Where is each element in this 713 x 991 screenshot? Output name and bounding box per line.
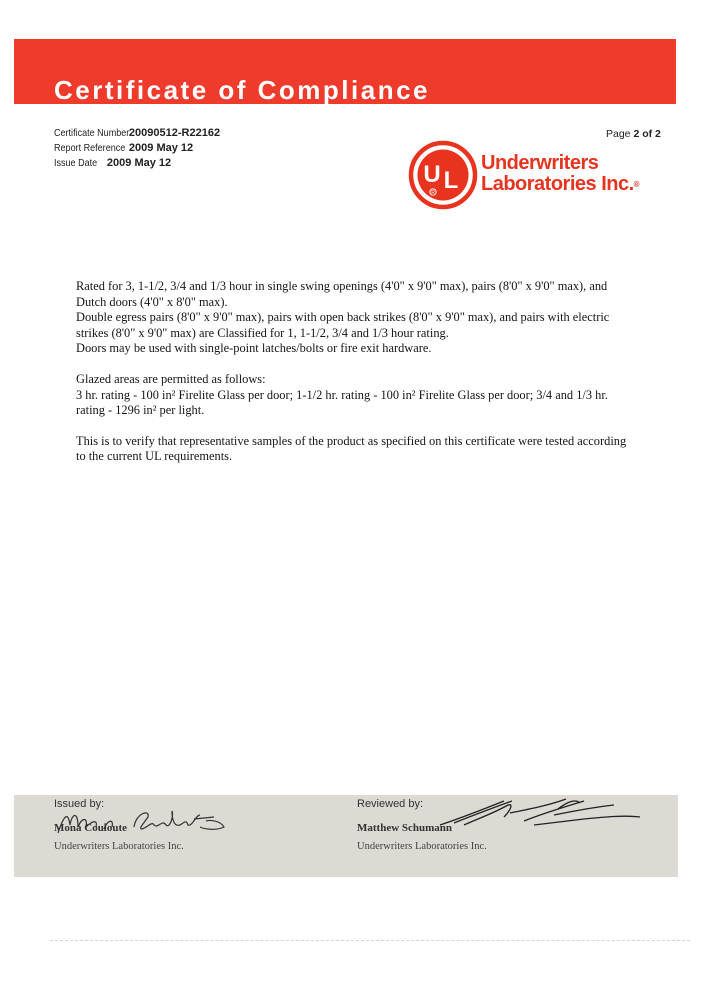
- report-reference-value: 2009 May 12: [128, 142, 194, 154]
- body-line: Double egress pairs (8'0" x 9'0" max), pairs with open back strikes (8'0" x 9'0" max), and pairs with electric strikes (8'0" x 9'0" max) are Classified for 1, 1-1/2, 3/4 and 1/3 hour rating.: [76, 310, 610, 340]
- issued-by-org: Underwriters Laboratories Inc.: [54, 841, 184, 852]
- signature-footer: [14, 795, 678, 877]
- registered-mark: ®: [633, 180, 640, 190]
- report-reference-row: [54, 141, 220, 156]
- logo-line2: Laboratories Inc.: [481, 173, 634, 195]
- reviewed-by-label: Reviewed by:: [357, 798, 424, 810]
- verification-statement: This is to verify that representative samples of the product as specified on this certificate were tested according to the current UL requirements.: [76, 433, 627, 464]
- certificate-body: [76, 279, 636, 465]
- body-line: 3 hr. rating - 100 in² Firelite Glass per door; 1-1/2 hr. rating - 100 in² Firelite Glass per door; 3/4 and 1/3 hr. rating - 1296 in² per light.: [76, 387, 608, 418]
- issue-date-label: Issue Date: [54, 157, 98, 169]
- ul-logo-wordmark: [481, 153, 639, 195]
- page-bottom-rule: [50, 940, 690, 942]
- reviewed-signature: [434, 795, 644, 833]
- issue-date-row: [54, 156, 220, 171]
- body-line: Rated for 3, 1-1/2, 3/4 and 1/3 hour in single swing openings (4'0" x 9'0" max), pairs (8'0" x 9'0" max), and Dutch doors (4'0" x 8'0" max).: [76, 279, 608, 309]
- certificate-number-row: [54, 126, 220, 141]
- page-value: 2 of 2: [633, 128, 661, 140]
- certificate-meta: [54, 126, 220, 171]
- certificate-number-label: Certificate Number: [54, 127, 130, 139]
- svg-text:L: L: [443, 167, 459, 194]
- body-line: Glazed areas are permitted as follows:: [76, 371, 266, 386]
- ul-logo-icon: [408, 140, 478, 210]
- issue-date-value: 2009 May 12: [106, 157, 172, 169]
- title-banner: [14, 39, 676, 104]
- page-label: Page: [606, 128, 631, 140]
- page-number: [606, 128, 661, 140]
- logo-line2-row: [481, 174, 639, 195]
- svg-text:U: U: [423, 161, 441, 188]
- issued-by-name: Mona Couloute: [54, 822, 128, 834]
- issued-by-label: Issued by:: [54, 798, 105, 810]
- svg-text:R: R: [431, 190, 435, 197]
- reviewed-by-org: Underwriters Laboratories Inc.: [357, 841, 487, 852]
- certificate-number-value: 20090512-R22162: [128, 127, 221, 139]
- logo-line1: Underwriters: [481, 152, 599, 174]
- certificate-title: Certificate of Compliance: [54, 75, 431, 105]
- body-line: Doors may be used with single-point latches/bolts or fire exit hardware.: [76, 341, 432, 356]
- reviewed-by-name: Matthew Schumann: [357, 822, 453, 834]
- report-reference-label: Report Reference: [54, 142, 126, 154]
